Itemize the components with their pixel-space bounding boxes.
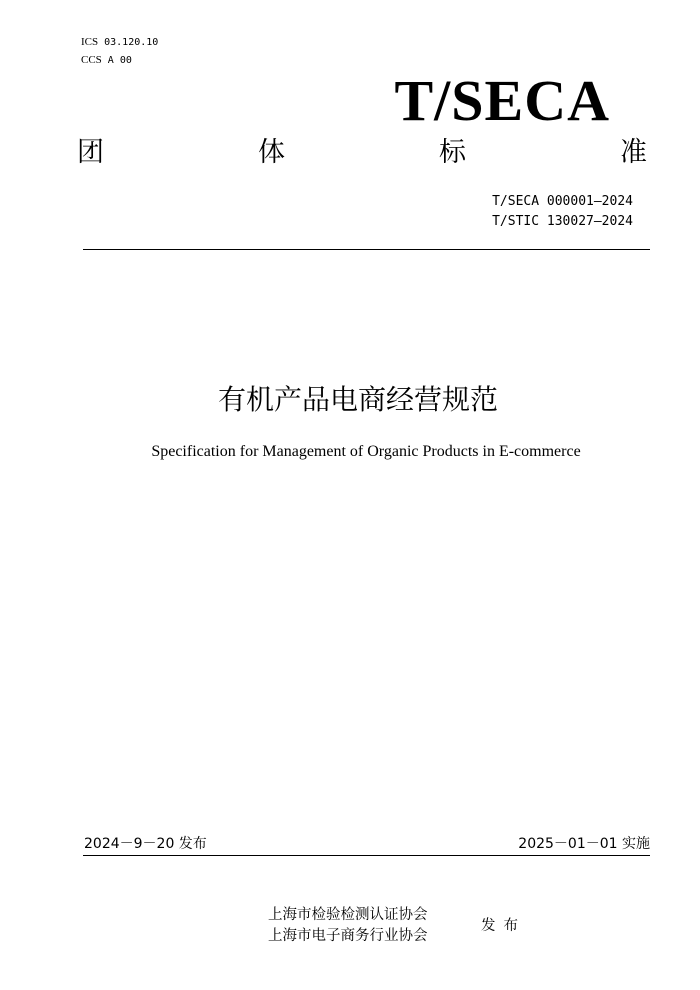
publish-label: 发布: [481, 918, 526, 934]
standard-type-char: 团: [77, 137, 104, 168]
publisher-list: [268, 905, 428, 947]
standard-type-char: 体: [258, 137, 285, 168]
title-english: Specification for Management of Organic Products in E-commerce: [151, 443, 581, 460]
publisher-name: 上海市检验检测认证协会: [268, 907, 428, 923]
standard-number: T/SECA 000001—2024: [492, 194, 633, 209]
ics-label: ICS: [81, 36, 99, 48]
standard-logo: T/SECA: [394, 68, 610, 133]
implementation-date: 2025－01－01 实施: [518, 836, 650, 852]
standard-type-char: 标: [439, 137, 466, 168]
standard-number: T/STIC 130027—2024: [492, 214, 633, 229]
ccs-label: CCS: [81, 54, 102, 66]
issue-date: 2024－9－20 发布: [84, 836, 207, 852]
footer-divider: [83, 855, 650, 856]
title-chinese: 有机产品电商经营规范: [217, 383, 498, 416]
standard-type-char: 准: [620, 137, 647, 168]
ics-code: 03.120.10: [104, 37, 159, 48]
ics-classification: [81, 35, 158, 50]
ccs-classification: [81, 53, 132, 68]
header-divider: [83, 249, 650, 250]
publisher-name: 上海市电子商务行业协会: [268, 928, 428, 944]
standard-type-heading: [77, 136, 647, 170]
standard-numbers: [492, 192, 633, 232]
ccs-code: A 00: [107, 55, 132, 66]
